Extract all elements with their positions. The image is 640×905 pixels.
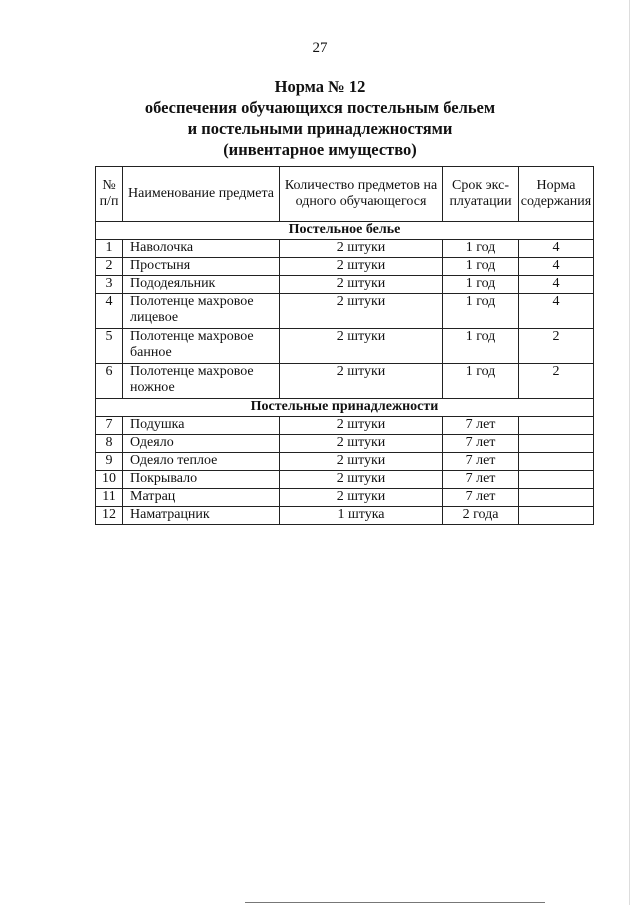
header-num: № п/п	[96, 167, 123, 222]
item-name: Наматрацник	[123, 507, 280, 525]
table-row	[96, 258, 594, 276]
item-name: Полотенце махровое банное	[123, 329, 280, 364]
row-number: 8	[96, 435, 123, 453]
item-norm	[519, 489, 594, 507]
item-quantity: 2 штуки	[280, 258, 443, 276]
row-number: 12	[96, 507, 123, 525]
table-row	[96, 435, 594, 453]
item-term: 1 год	[443, 364, 519, 399]
row-number: 4	[96, 294, 123, 329]
item-term: 7 лет	[443, 489, 519, 507]
row-number: 11	[96, 489, 123, 507]
item-term: 1 год	[443, 276, 519, 294]
title-line-4: (инвентарное имущество)	[223, 140, 417, 159]
document-title	[0, 76, 640, 160]
item-term: 7 лет	[443, 471, 519, 489]
item-norm	[519, 453, 594, 471]
item-norm	[519, 471, 594, 489]
table-row	[96, 471, 594, 489]
item-term: 1 год	[443, 329, 519, 364]
item-norm: 4	[519, 276, 594, 294]
item-name: Пододеяльник	[123, 276, 280, 294]
item-norm	[519, 435, 594, 453]
item-name: Покрывало	[123, 471, 280, 489]
item-norm: 4	[519, 294, 594, 329]
table-row	[96, 329, 594, 364]
item-term: 1 год	[443, 258, 519, 276]
row-number: 3	[96, 276, 123, 294]
item-norm: 2	[519, 329, 594, 364]
item-term: 7 лет	[443, 453, 519, 471]
item-name: Полотенце махровое ножное	[123, 364, 280, 399]
item-name: Наволочка	[123, 240, 280, 258]
item-quantity: 2 штуки	[280, 294, 443, 329]
scan-edge-right	[629, 0, 630, 905]
section-header-row	[96, 399, 594, 417]
header-name: Наименование предмета	[123, 167, 280, 222]
table-row	[96, 364, 594, 399]
header-qty: Количество предметов на одного обучающегося	[280, 167, 443, 222]
item-quantity: 2 штуки	[280, 453, 443, 471]
item-name: Одеяло	[123, 435, 280, 453]
header-norm: Норма содержания	[519, 167, 594, 222]
table-row	[96, 417, 594, 435]
item-quantity: 2 штуки	[280, 276, 443, 294]
row-number: 10	[96, 471, 123, 489]
item-quantity: 2 штуки	[280, 489, 443, 507]
item-norm: 2	[519, 364, 594, 399]
item-quantity: 1 штука	[280, 507, 443, 525]
item-name: Матрац	[123, 489, 280, 507]
header-term: Срок экс-плуатации	[443, 167, 519, 222]
item-name: Простыня	[123, 258, 280, 276]
scan-edge-line	[245, 902, 545, 903]
section-title: Постельные принадлежности	[96, 399, 594, 417]
table-row	[96, 489, 594, 507]
item-quantity: 2 штуки	[280, 364, 443, 399]
title-line-2: обеспечения обучающихся постельным бельем	[144, 98, 496, 117]
item-name: Полотенце махровое лицевое	[123, 294, 280, 329]
item-term: 7 лет	[443, 417, 519, 435]
item-norm	[519, 417, 594, 435]
row-number: 9	[96, 453, 123, 471]
item-quantity: 2 штуки	[280, 471, 443, 489]
item-name: Одеяло теплое	[123, 453, 280, 471]
table-row	[96, 294, 594, 329]
row-number: 7	[96, 417, 123, 435]
row-number: 5	[96, 329, 123, 364]
section-header-row	[96, 222, 594, 240]
item-quantity: 2 штуки	[280, 435, 443, 453]
item-term: 7 лет	[443, 435, 519, 453]
item-quantity: 2 штуки	[280, 417, 443, 435]
item-term: 2 года	[443, 507, 519, 525]
table-header-row	[96, 167, 594, 222]
table-row	[96, 240, 594, 258]
item-norm	[519, 507, 594, 525]
item-name: Подушка	[123, 417, 280, 435]
norms-table	[95, 166, 594, 525]
row-number: 1	[96, 240, 123, 258]
item-term: 1 год	[443, 240, 519, 258]
page-number: 27	[312, 40, 328, 56]
item-quantity: 2 штуки	[280, 329, 443, 364]
item-quantity: 2 штуки	[280, 240, 443, 258]
item-norm: 4	[519, 240, 594, 258]
table-row	[96, 453, 594, 471]
item-norm: 4	[519, 258, 594, 276]
table-body	[96, 222, 594, 525]
title-line-1: Норма № 12	[274, 77, 366, 96]
item-term: 1 год	[443, 294, 519, 329]
section-title: Постельное белье	[96, 222, 594, 240]
row-number: 2	[96, 258, 123, 276]
title-line-3: и постельными принадлежностями	[187, 119, 453, 138]
table-row	[96, 507, 594, 525]
row-number: 6	[96, 364, 123, 399]
table-row	[96, 276, 594, 294]
